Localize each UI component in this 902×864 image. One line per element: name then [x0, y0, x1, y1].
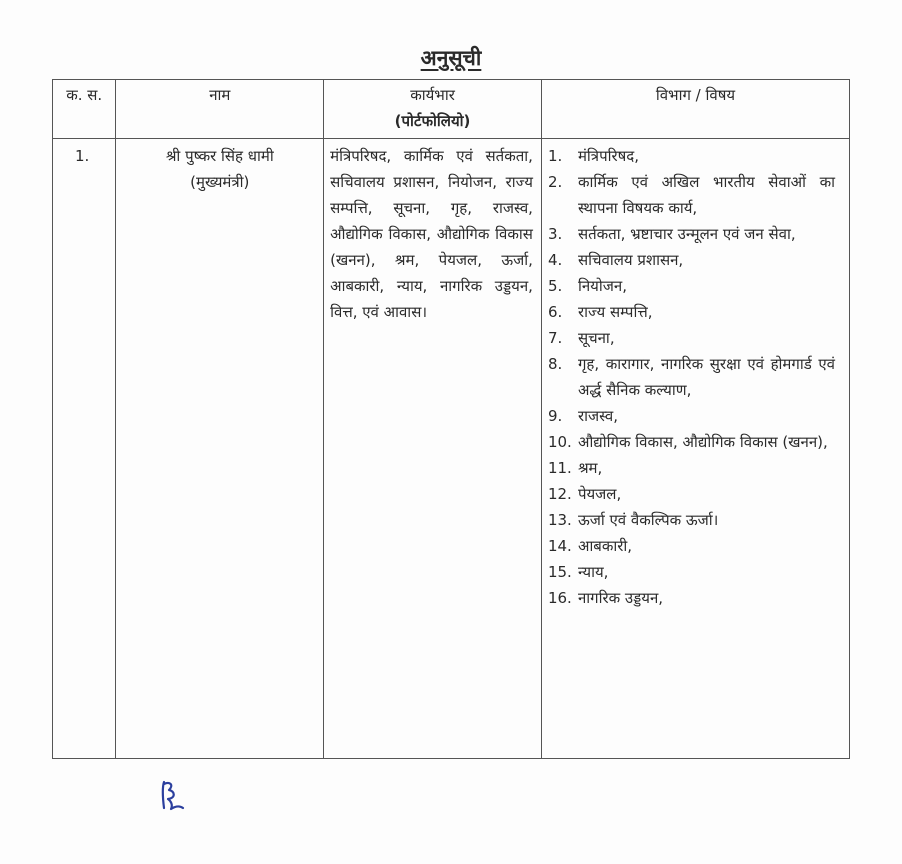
schedule-table — [52, 79, 850, 759]
list-item — [548, 507, 843, 533]
list-item — [548, 299, 843, 325]
subject-number: 6. — [547, 303, 563, 321]
subject-number: 16. — [547, 589, 572, 607]
header-departments: विभाग / विषय — [541, 80, 849, 139]
subject-text: श्रम, — [577, 459, 603, 477]
subject-number: 3. — [547, 225, 563, 243]
minister-name: श्री पुष्कर सिंह धामी — [165, 147, 274, 165]
subject-number: 1. — [547, 147, 563, 165]
list-item — [548, 351, 843, 403]
list-item — [548, 169, 843, 221]
list-item — [548, 143, 843, 169]
subject-number: 14. — [547, 537, 572, 555]
header-serial: क. स. — [53, 80, 116, 139]
table-row — [53, 139, 850, 759]
header-portfolio-line1: कार्यभार — [410, 86, 455, 104]
subject-number: 9. — [547, 407, 563, 425]
table-header-row — [53, 80, 850, 139]
header-portfolio — [324, 80, 542, 139]
list-item — [548, 273, 843, 299]
subject-number: 8. — [547, 355, 563, 373]
list-item — [548, 585, 843, 611]
minister-designation: (मुख्यमंत्री) — [190, 173, 250, 191]
subject-number: 13. — [547, 511, 572, 529]
subject-number: 7. — [547, 329, 563, 347]
row-name-cell — [116, 139, 324, 759]
subject-number: 12. — [547, 485, 572, 503]
header-portfolio-line2: (पोर्टफोलियो) — [394, 112, 471, 130]
row-portfolio: मंत्रिपरिषद, कार्मिक एवं सर्तकता, सचिवालय प्रशासन, नियोजन, राज्य सम्पत्ति, सूचना, गृह, राजस्व, औद्योगिक विकास, औद्योगिक विकास (खनन), श्रम, पेयजल, ऊर्जा, आबकारी, न्याय, नागरिक उड्डयन, वित्त, एवं आवास। — [324, 139, 542, 759]
subject-text: सचिवालय प्रशासन, — [577, 251, 684, 269]
subject-text: सूचना, — [577, 329, 615, 347]
list-item — [548, 247, 843, 273]
subject-number: 2. — [547, 173, 563, 191]
subject-number: 5. — [547, 277, 563, 295]
subject-text: पेयजल, — [577, 485, 622, 503]
subject-text: औद्योगिक विकास, औद्योगिक विकास (खनन), — [577, 433, 828, 451]
list-item — [548, 481, 843, 507]
subject-text: राजस्व, — [577, 407, 619, 425]
subject-text: ऊर्जा एवं वैकल्पिक ऊर्जा। — [577, 511, 719, 529]
list-item — [548, 221, 843, 247]
subject-text: मंत्रिपरिषद, — [577, 147, 640, 165]
list-item — [548, 455, 843, 481]
list-item — [548, 429, 843, 455]
row-serial: 1. — [53, 139, 116, 759]
row-subjects-cell — [541, 139, 849, 759]
document-title: अनुसूची — [420, 46, 482, 70]
subject-text: आबकारी, — [577, 537, 633, 555]
subject-number: 11. — [547, 459, 572, 477]
subject-number: 10. — [547, 433, 572, 451]
subject-text: नागरिक उड्डयन, — [577, 589, 664, 607]
subject-text: कार्मिक एवं अखिल भारतीय सेवाओं का स्थापना विषयक कार्य, — [577, 173, 835, 217]
subject-text: न्याय, — [577, 563, 609, 581]
subject-text: सर्तकता, भ्रष्टाचार उन्मूलन एवं जन सेवा, — [577, 225, 796, 243]
header-name: नाम — [116, 80, 324, 139]
list-item — [548, 533, 843, 559]
signature-mark — [154, 778, 188, 814]
subject-text: गृह, कारागार, नागरिक सुरक्षा एवं होमगार्ड एवं अर्द्ध सैनिक कल्याण, — [577, 355, 835, 399]
subject-number: 4. — [547, 251, 563, 269]
list-item — [548, 559, 843, 585]
subject-text: राज्य सम्पत्ति, — [577, 303, 653, 321]
subject-number: 15. — [547, 563, 572, 581]
subject-list — [548, 143, 843, 611]
subject-text: नियोजन, — [577, 277, 627, 295]
list-item — [548, 325, 843, 351]
list-item — [548, 403, 843, 429]
